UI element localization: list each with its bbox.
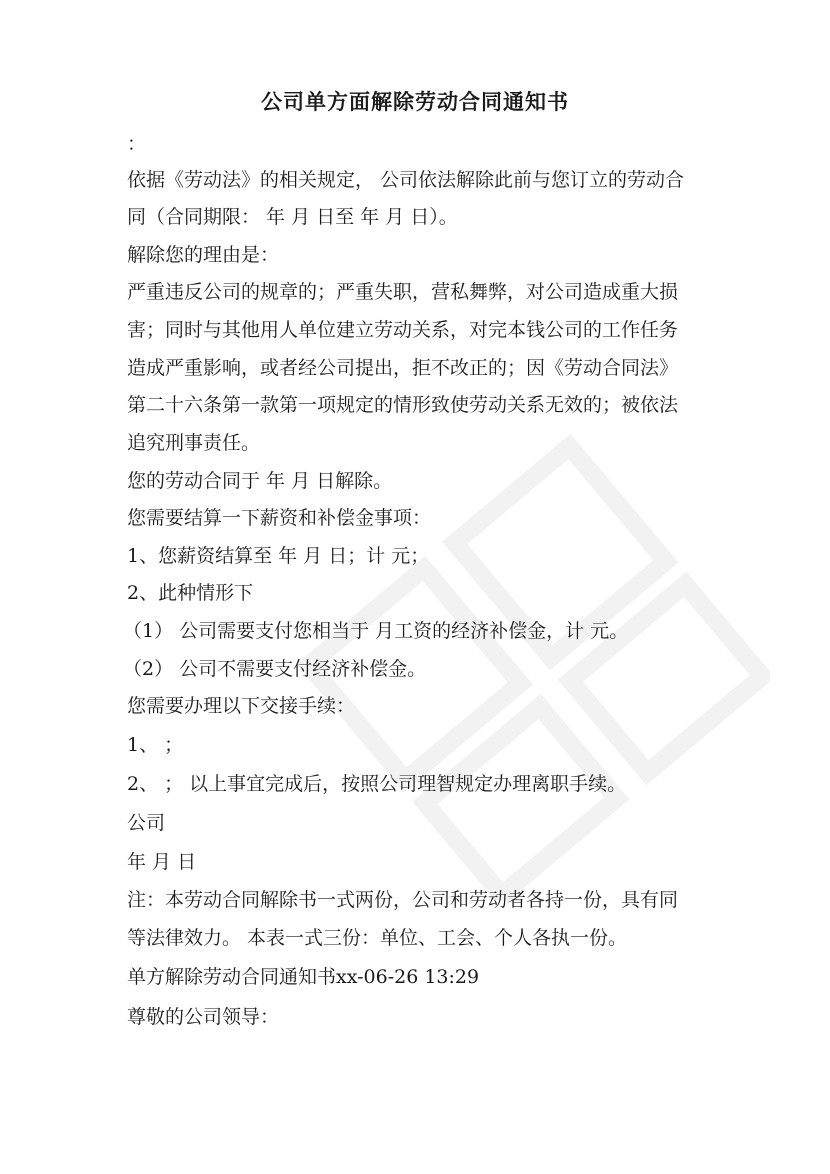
body-line: 您需要办理以下交接手续： — [127, 695, 356, 717]
footer-heading: 单方解除劳动合同通知书xx-06-26 13:29 — [127, 966, 480, 988]
signature-company: 公司 — [127, 812, 166, 834]
body-line: 造成严重影响，或者经公司提出，拒不改正的；因《劳动合同法》 — [127, 357, 679, 379]
body-line: 解除您的理由是： — [127, 244, 280, 266]
recipient-colon: ： — [127, 133, 147, 155]
salutation: 尊敬的公司领导： — [127, 1006, 280, 1028]
body-line: 同（合同期限： 年 月 日至 年 月 日）。 — [127, 206, 458, 228]
body-line: 您需要结算一下薪资和补偿金事项： — [127, 507, 432, 529]
body-line: 1、您薪资结算至 年 月 日；计 元； — [127, 545, 430, 567]
body-line: 1、 ； — [127, 734, 184, 756]
document-title: 公司单方面解除劳动合同通知书 — [261, 89, 569, 114]
body-line: 害；同时与其他用人单位建立劳动关系，对完本钱公司的工作任务 — [127, 319, 679, 341]
note-line: 注：本劳动合同解除书一式两份，公司和劳动者各持一份，具有同 — [127, 889, 679, 911]
body-line: 2、此种情形下 — [127, 582, 254, 604]
body-line: （1） 公司需要支付您相当于 月工资的经济补偿金，计 元。 — [123, 620, 629, 642]
body-line: 追究刑事责任。 — [127, 432, 261, 454]
body-line: 2、 ； 以上事宜完成后，按照公司理智规定办理离职手续。 — [127, 773, 627, 795]
signature-date: 年 月 日 — [127, 851, 197, 873]
body-line: 严重违反公司的规章的；严重失职，营私舞弊，对公司造成重大损 — [127, 281, 679, 303]
body-line: 第二十六条第一款第一项规定的情形致使劳动关系无效的；被依法 — [127, 394, 679, 416]
body-line: 您的劳动合同于 年 月 日解除。 — [127, 470, 393, 492]
body-line: （2） 公司不需要支付经济补偿金。 — [123, 658, 427, 680]
note-line: 等法律效力。 本表一式三份：单位、工会、个人各执一份。 — [127, 927, 628, 949]
body-line: 依据《劳动法》的相关规定， 公司依法解除此前与您订立的劳动合 — [127, 169, 685, 191]
